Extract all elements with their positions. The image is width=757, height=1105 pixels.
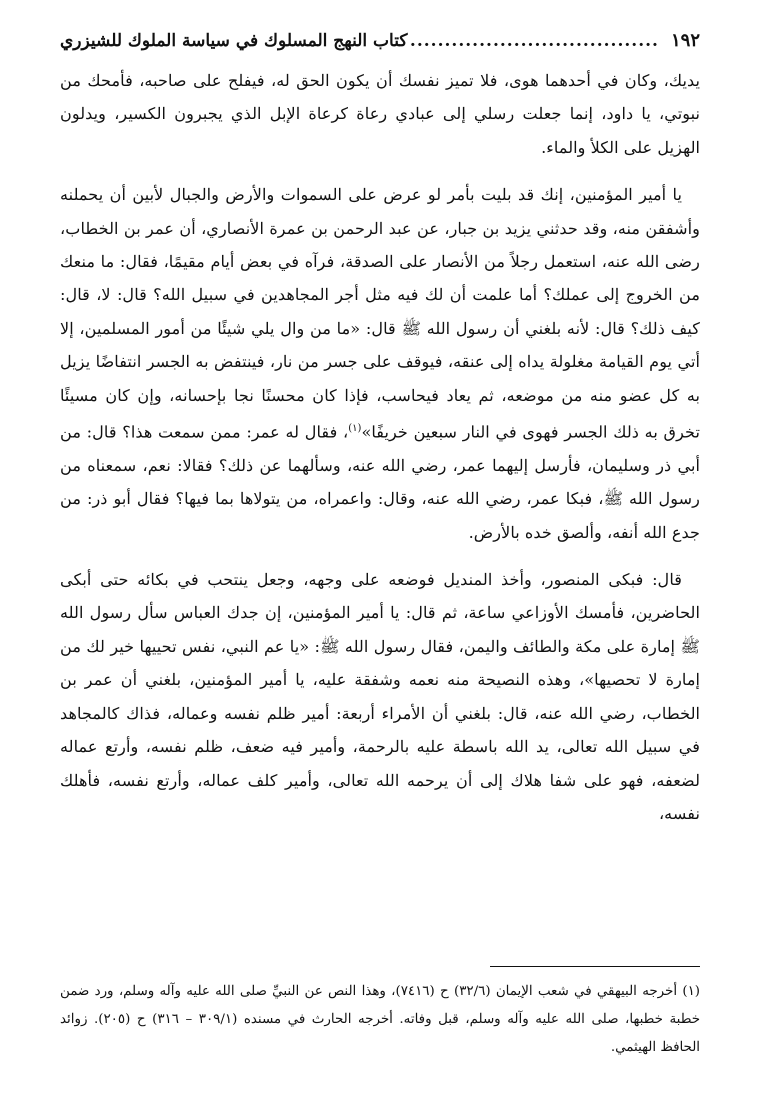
paragraph-2-part-1: يا أمير المؤمنين، إنك قد بليت بأمر لو عرض على السموات والأرض والجبال لأبين أن يحملنه وأشفقن منه، وقد حدثني يزيد بن جبار، عن عبد الرحمن بن عمرة الأنصاري، أن عمر بن الخطاب، رضى الله عنه، استعمل رجلاً من الأنصار على الصدقة، فرآه في بعض أيام مقيمًا، فقال: ما منعك من الخروج إلى عملك؟ أما علمت أن لك فيه مثل أجر المجاهدين في سبيل الله؟ قال: لا، قال: كيف ذلك؟ قال: لأنه بلغني أن رسول الله ﷺ قال: «ما من وال يلي شيئًا من أمور المسلمين، إلا أتي يوم القيامة مغلولة يداه إلى عنقه، فيوقف على جسر من نار، فينتفض به الجسر انتفاضًا يزيل به كل عضو منه من موضعه، ثم يعاد فيحاسب، فإذا كان محسنًا نجا بإحسانه، وإن كان مسيئًا تخرق به ذلك الجسر فهوى في النار سبعين خريفًا» [60, 185, 700, 442]
main-text [60, 64, 700, 830]
running-title: كتاب النهج المسلوك في سياسة الملوك للشيزري [60, 31, 408, 51]
footnotes [60, 978, 700, 1062]
leader-dots [411, 31, 659, 51]
paragraph-3: قال: فبكى المنصور، وأخذ المنديل فوضعه على وجهه، وجعل ينتحب في بكائه حتى أبكى الحاضرين، فأمسك الأوزاعي ساعة، ثم قال: يا أمير المؤمنين، إن جدك العباس سأل رسول الله ﷺ إمارة على مكة والطائف واليمن، فقال رسول الله ﷺ: «يا عم النبي، نفس تحييها خير لك من إمارة لا تحصيها»، وهذه النصيحة منه نعمه وشفقة عليه، يا أمير المؤمنين، بلغني أن عمر بن الخطاب، رضي الله عنه، قال: بلغني أن الأمراء أربعة: أمير ظلم نفسه وعماله، فذاك كالمجاهد في سبيل الله تعالى، يد الله باسطة عليه بالرحمة، وأمير فيه ضعف، ظلم نفسه، وأرتع عماله لضعفه، فهو على شفا هلاك إلى أن يرحمه الله تعالى، وأمير كلف عماله، وأرتع نفسه، فأهلك نفسه، [60, 570, 700, 823]
paragraph-1: يديك، وكان في أحدهما هوى، فلا تميز نفسك أن يكون الحق له، فيفلح على صاحبه، فأمحك من نبوتي، يا داود، إنما جعلت رسلي إلى عبادي رعاة كرعاة الإبل الذي يجبرون الكسير، ويدلون الهزيل على الكلأ والماء. [60, 71, 700, 157]
running-header [60, 30, 700, 58]
footnote-marker[interactable]: (١) [348, 423, 362, 435]
footnote-1: (١) أخرجه البيهقي في شعب الإيمان (٣٢/٦) ح (٧٤١٦)، وهذا النص عن النبيِّ صلى الله عليه وآله وسلم، ورد ضمن خطبة خطبها، صلى الله عليه وآله وسلم، قبل وفاته. أخرجه الحارث في مسنده (٣٠٩/١ – ٣١٦) ح (٢٠٥). زوائد الحافظ الهيثمي. [60, 984, 701, 1055]
paragraph-gap [60, 549, 700, 563]
paragraph-2-part-2: ، فقال له عمر: ممن سمعت هذا؟ قال: من أبي ذر وسليمان، فأرسل إليهما عمر، رضي الله عنه، وسألهما عن ذلك؟ فقالا: نعم، سمعناه من رسول الله ﷺ، فبكا عمر، رضي الله عنه، وقال: واعمراه، من يتولاها بما فيها؟ فقال أبو ذر: من جدع الله أنفه، وألصق خده بالأرض. [60, 422, 700, 542]
footnote-separator [490, 966, 700, 967]
page-number: ١٩٢ [670, 30, 700, 51]
paragraph-2 [60, 178, 700, 549]
book-page [60, 30, 700, 1090]
paragraph-gap [60, 164, 700, 178]
